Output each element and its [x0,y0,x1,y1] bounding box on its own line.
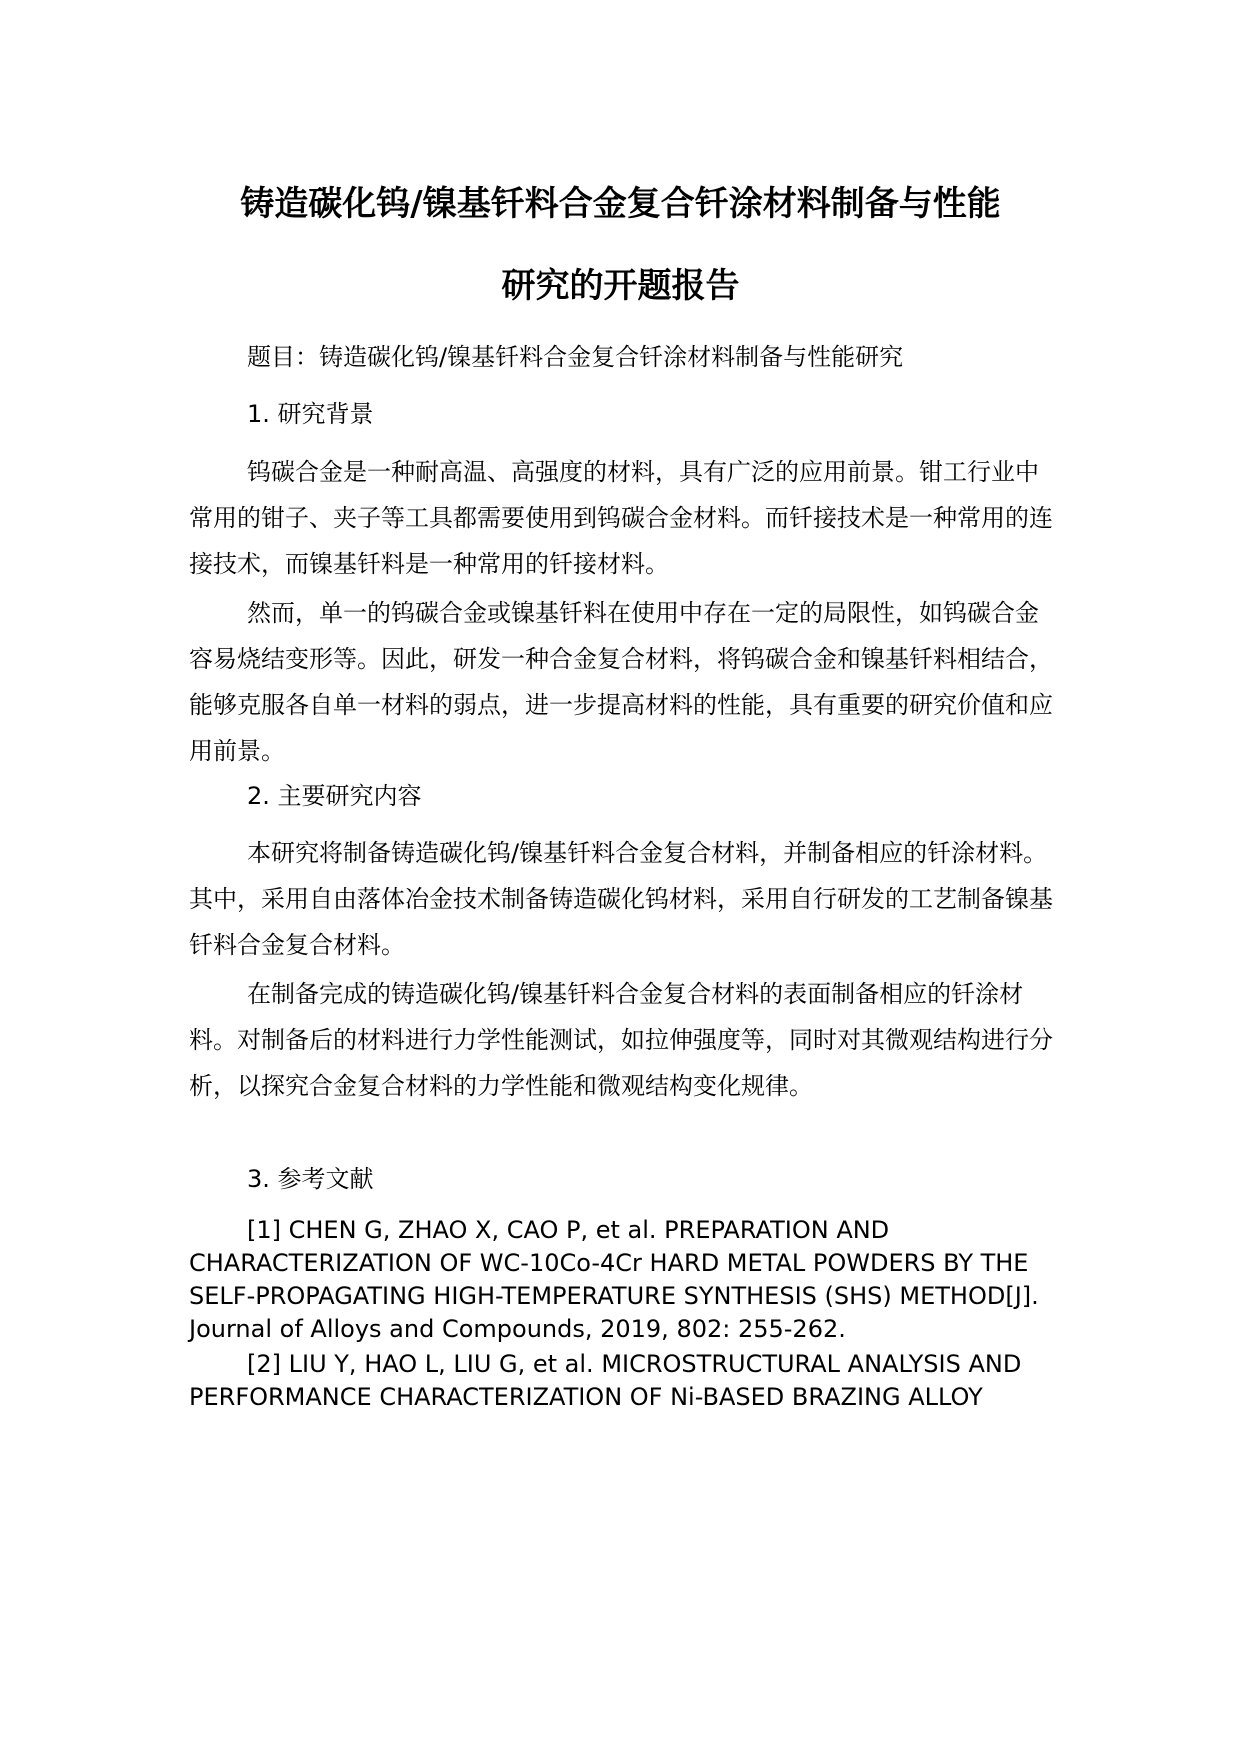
section-1-paragraph: 钨碳合金是一种耐高温、高强度的材料，具有广泛的应用前景。钳工行业中常用的钳子、夹子等工具都需要使用到钨碳合金材料。而钎接技术是一种常用的连接技术，而镍基钎料是一种常用的钎接材料。 [189,458,1053,578]
reference-item: [2] LIU Y, HAO L, LIU G, et al. MICROSTRUCTURAL ANALYSIS AND PERFORMANCE CHARACTERIZATION OF Ni-BASED BRAZING ALLOY [189,1350,1022,1411]
subject-line: 题目：铸造碳化钨/镍基钎料合金复合钎涂材料制备与性能研究 [247,343,904,371]
section-1-heading: 1. 研究背景 [247,400,374,428]
section-3-heading: 3. 参考文献 [247,1165,374,1193]
section-1-paragraph: 然而，单一的钨碳合金或镍基钎料在使用中存在一定的局限性，如钨碳合金容易烧结变形等。因此，研发一种合金复合材料，将钨碳合金和镍基钎料相结合，能够克服各自单一材料的弱点，进一步提高材料的性能，具有重要的研究价值和应用前景。 [189,599,1053,765]
reference-item: [1] CHEN G, ZHAO X, CAO P, et al. PREPARATION AND CHARACTERIZATION OF WC-10Co-4Cr HARD METAL POWDERS BY THE SELF-PROPAGATING HIGH-TEMPERATURE SYNTHESIS (SHS) METHOD[J]. Journal of Alloys and Compounds, 2019, 802: 255-262. [189,1216,1039,1343]
document-title-line-1: 铸造碳化钨/镍基钎料合金复合钎涂材料制备与性能 [240,184,1001,224]
section-2-paragraph: 在制备完成的铸造碳化钨/镍基钎料合金复合材料的表面制备相应的钎涂材料。对制备后的材料进行力学性能测试，如拉伸强度等，同时对其微观结构进行分析，以探究合金复合材料的力学性能和微观结构变化规律。 [189,980,1053,1100]
document-title-line-2: 研究的开题报告 [501,266,740,306]
section-2-paragraph: 本研究将制备铸造碳化钨/镍基钎料合金复合材料，并制备相应的钎涂材料。其中，采用自由落体冶金技术制备铸造碳化钨材料，采用自行研发的工艺制备镍基钎料合金复合材料。 [189,839,1053,959]
section-2-heading: 2. 主要研究内容 [247,782,422,810]
